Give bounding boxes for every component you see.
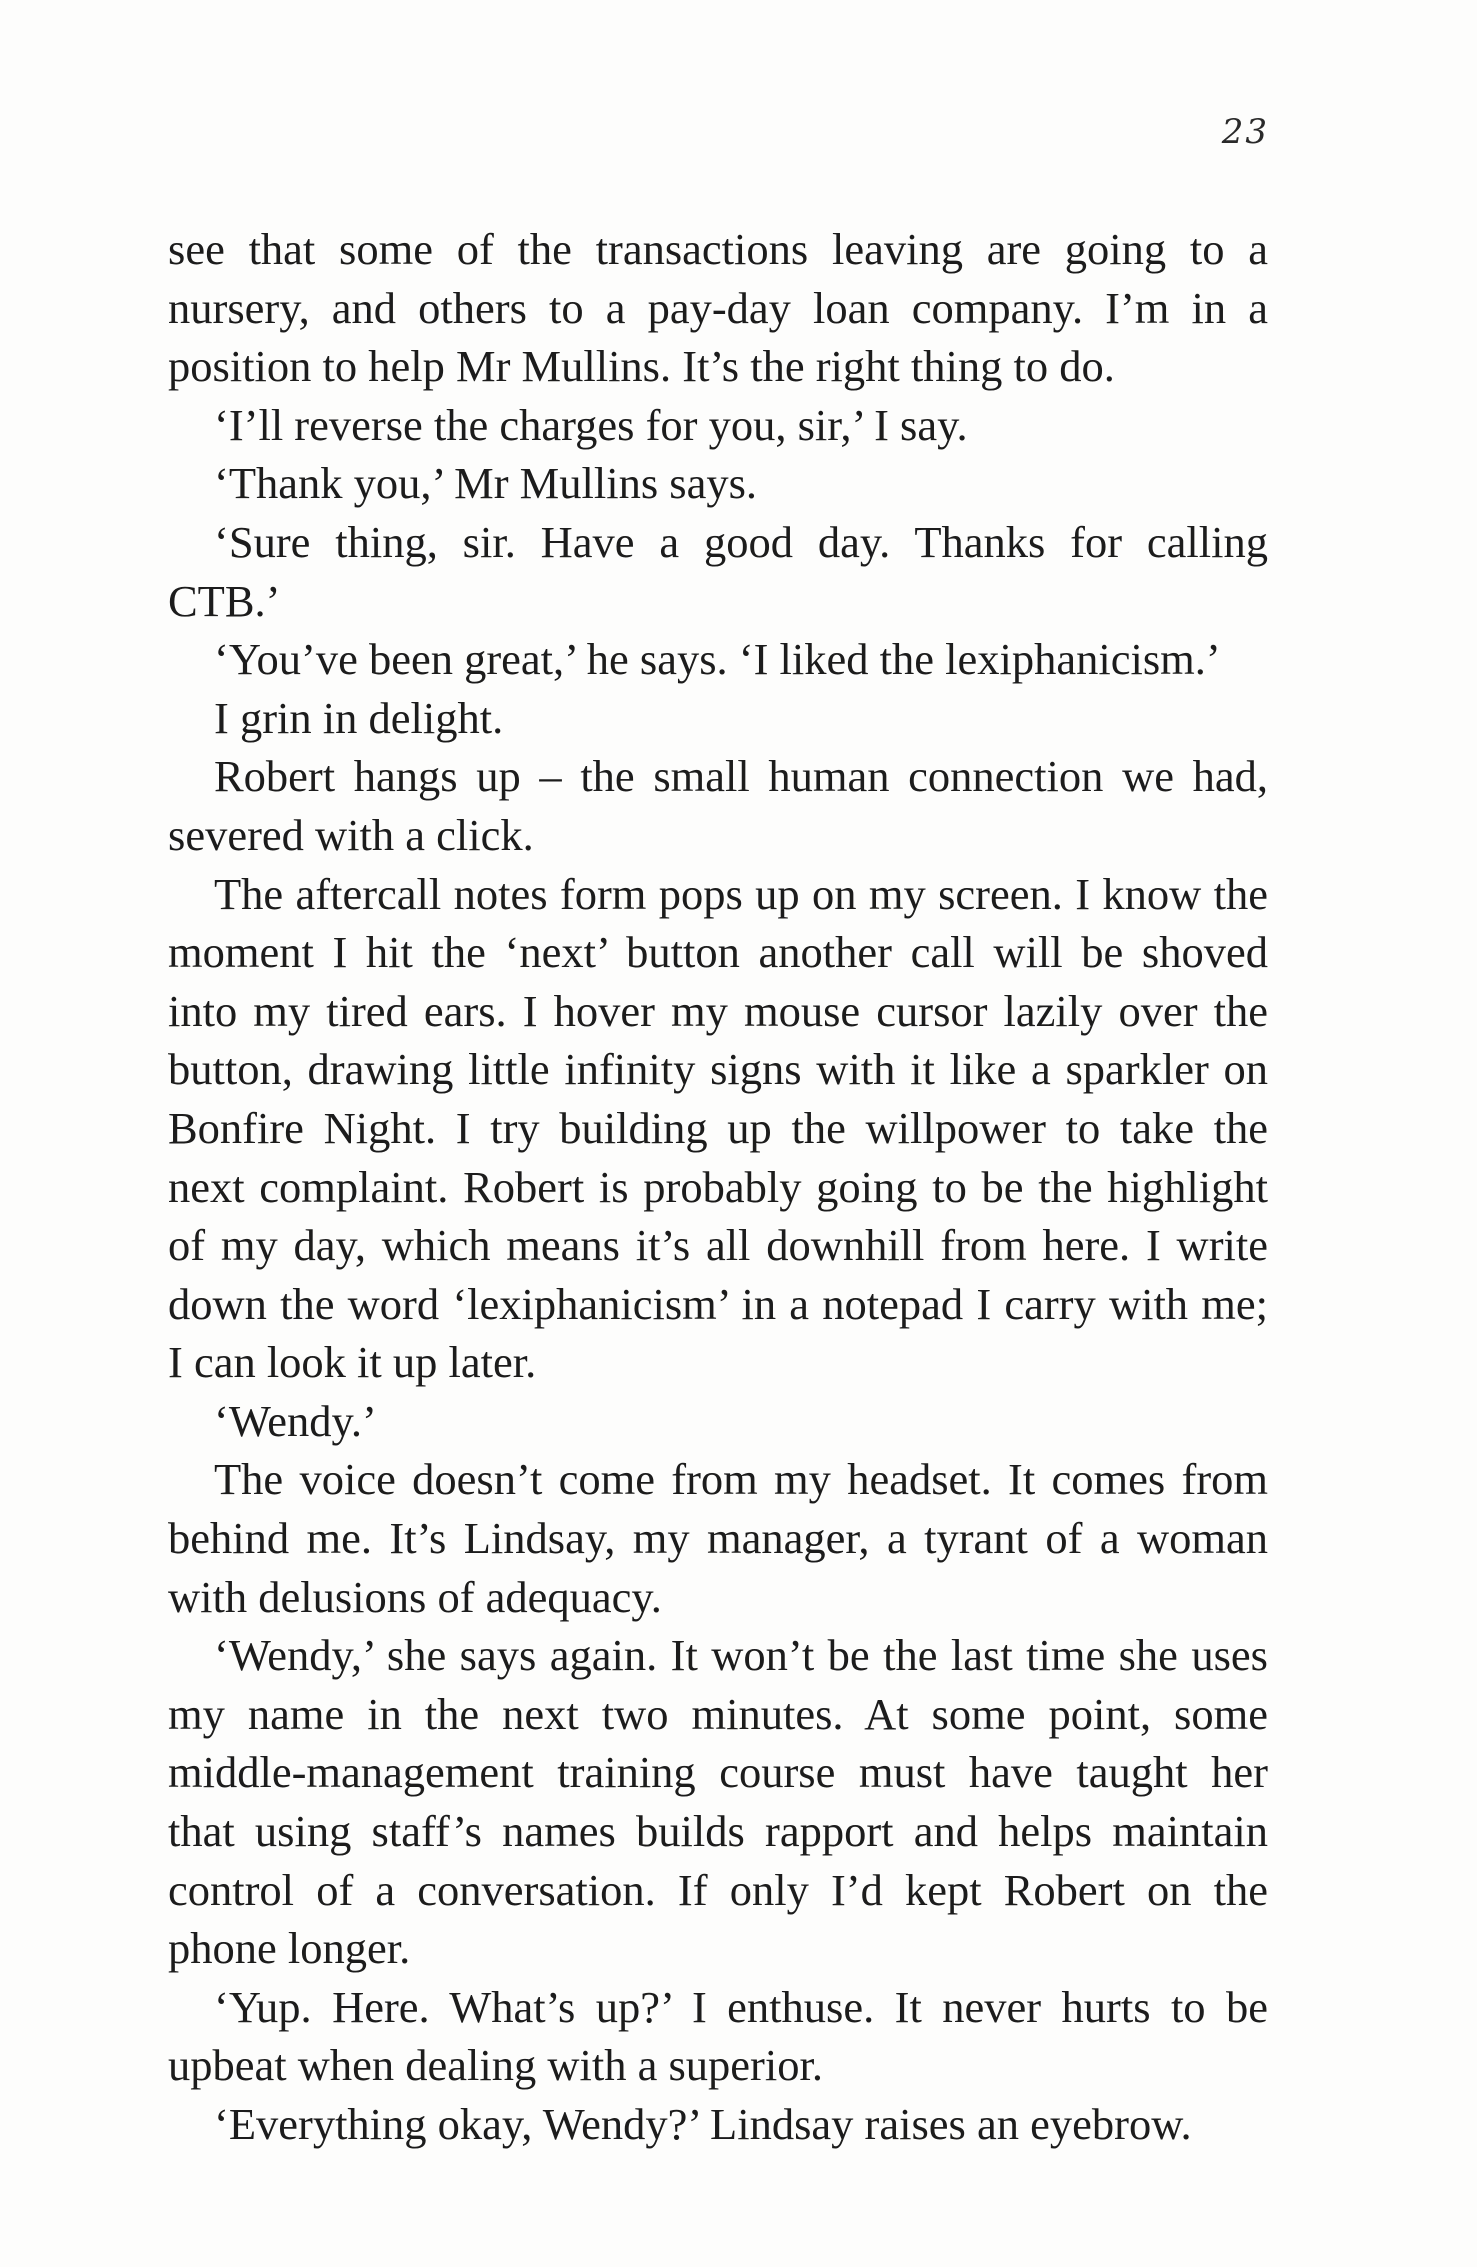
paragraph-7: Robert hangs up – the small human connection we had, severed with a click. [168,751,1268,860]
paragraph-13: ‘Everything okay, Wendy?’ Lindsay raises an eyebrow. [214,2099,1192,2149]
paragraph-5: ‘You’ve been great,’ he says. ‘I liked the lexiphanicism.’ [214,634,1221,685]
paragraph-10: The voice doesn’t come from my headset. It comes from behind me. It’s Lindsay, my manager, a tyrant of a woman with delusions of adequacy. [168,1454,1268,1622]
paragraph-11: ‘Wendy,’ she says again. It won’t be the last time she uses my name in the next two minutes. At some point, some middle-management training course must have taught her that using staff’s names builds rapport and helps maintain control of a conversation. If only I’d kept Robert on the phone longer. [168,1630,1268,1974]
paragraph-1: see that some of the transactions leaving are going to a nursery, and others to a pay-day loan company. I’m in a position to help Mr Mullins. It’s the right thing to do. [168,224,1268,392]
paragraph-8: The aftercall notes form pops up on my screen. I know the moment I hit the ‘next’ button another call will be shoved into my tired ears. I hover my mouse cursor lazily over the button, drawing little infinity signs with it like a sparkler on Bonfire Night. I try building up the willpower to take the next complaint. Robert is probably going to be the highlight of my day, which means it’s all downhill from here. I write down the word ‘lexiphanicism’ in a notepad I carry with me; I can look it up later. [168,868,1268,1388]
paragraph-4: ‘Sure thing, sir. Have a good day. Thanks for calling CTB.’ [168,516,1268,626]
paragraph-12: ‘Yup. Here. What’s up?’ I enthuse. It never hurts to be upbeat when dealing with a superior. [168,1981,1268,2091]
paragraph-2: ‘I’ll reverse the charges for you, sir,’ I say. [214,399,968,450]
paragraph-3: ‘Thank you,’ Mr Mullins says. [214,458,758,509]
paragraph-6: I grin in delight. [214,692,504,743]
paragraph-9: ‘Wendy.’ [214,1395,377,1446]
body-text [168,220,1268,2154]
page-number: 23 [1221,112,1269,152]
